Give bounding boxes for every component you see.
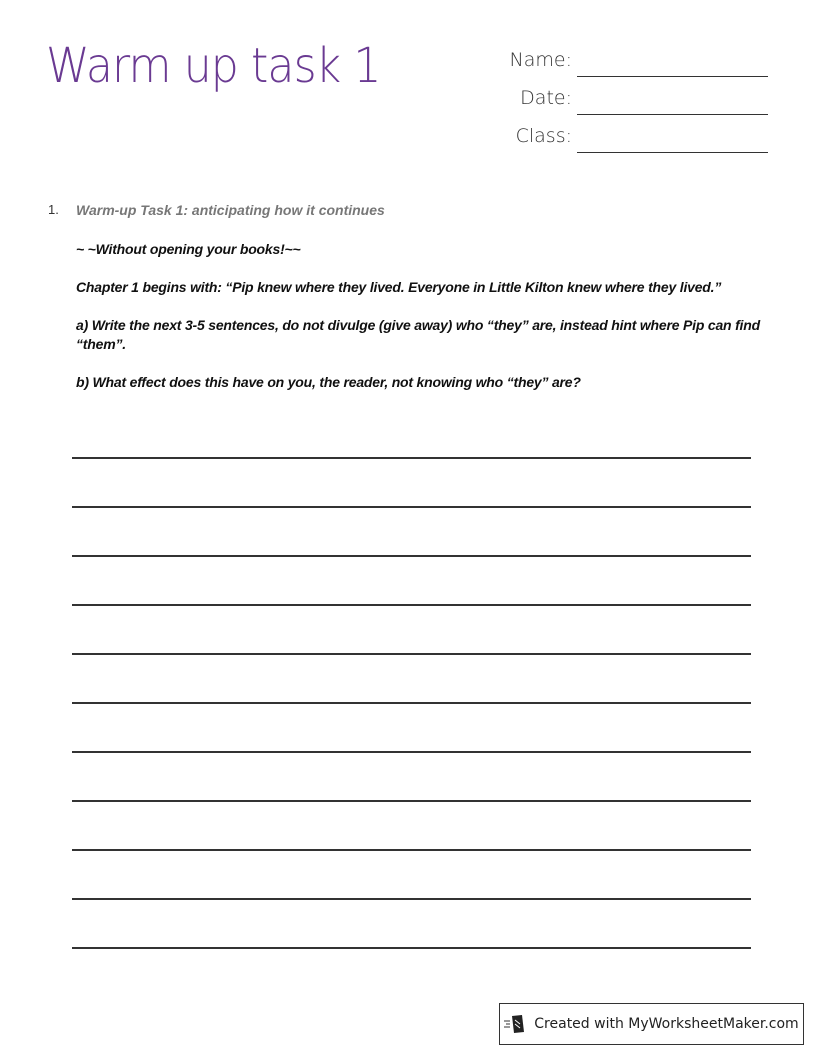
chapter-quote: Chapter 1 begins with: “Pip knew where they lived. Everyone in Little Kilton knew where they lived.” [76, 279, 722, 295]
date-label: Date: [520, 87, 572, 109]
name-field[interactable] [480, 47, 770, 77]
answer-line[interactable] [72, 653, 751, 655]
worksheet-title: Warm up task 1 [46, 38, 381, 94]
answer-line[interactable] [72, 947, 751, 949]
task-a: a) Write the next 3-5 sentences, do not divulge (give away) who “they” are, instead hint where Pip can find “them”. [76, 317, 760, 352]
class-label: Class: [515, 125, 572, 147]
class-field[interactable] [480, 123, 770, 153]
question-title: Warm-up Task 1: anticipating how it continues [76, 202, 385, 218]
answer-line[interactable] [72, 849, 751, 851]
footer-text: Created with MyWorksheetMaker.com [534, 1016, 799, 1032]
worksheet-logo-icon [504, 1014, 526, 1034]
answer-line[interactable] [72, 751, 751, 753]
question-number: 1. [48, 202, 59, 217]
name-line[interactable] [577, 76, 768, 77]
footer-badge [499, 1003, 804, 1045]
date-line[interactable] [577, 114, 768, 115]
answer-line[interactable] [72, 555, 751, 557]
answer-line[interactable] [72, 604, 751, 606]
task-b: b) What effect does this have on you, the reader, not knowing who “they” are? [76, 374, 581, 390]
answer-line[interactable] [72, 702, 751, 704]
instruction: ~ ~Without opening your books!~~ [76, 241, 301, 257]
answer-line[interactable] [72, 898, 751, 900]
class-line[interactable] [577, 152, 768, 153]
answer-line[interactable] [72, 800, 751, 802]
answer-line[interactable] [72, 506, 751, 508]
question-body [76, 240, 766, 411]
name-label: Name: [509, 49, 572, 71]
date-field[interactable] [480, 85, 770, 115]
answer-line[interactable] [72, 457, 751, 459]
